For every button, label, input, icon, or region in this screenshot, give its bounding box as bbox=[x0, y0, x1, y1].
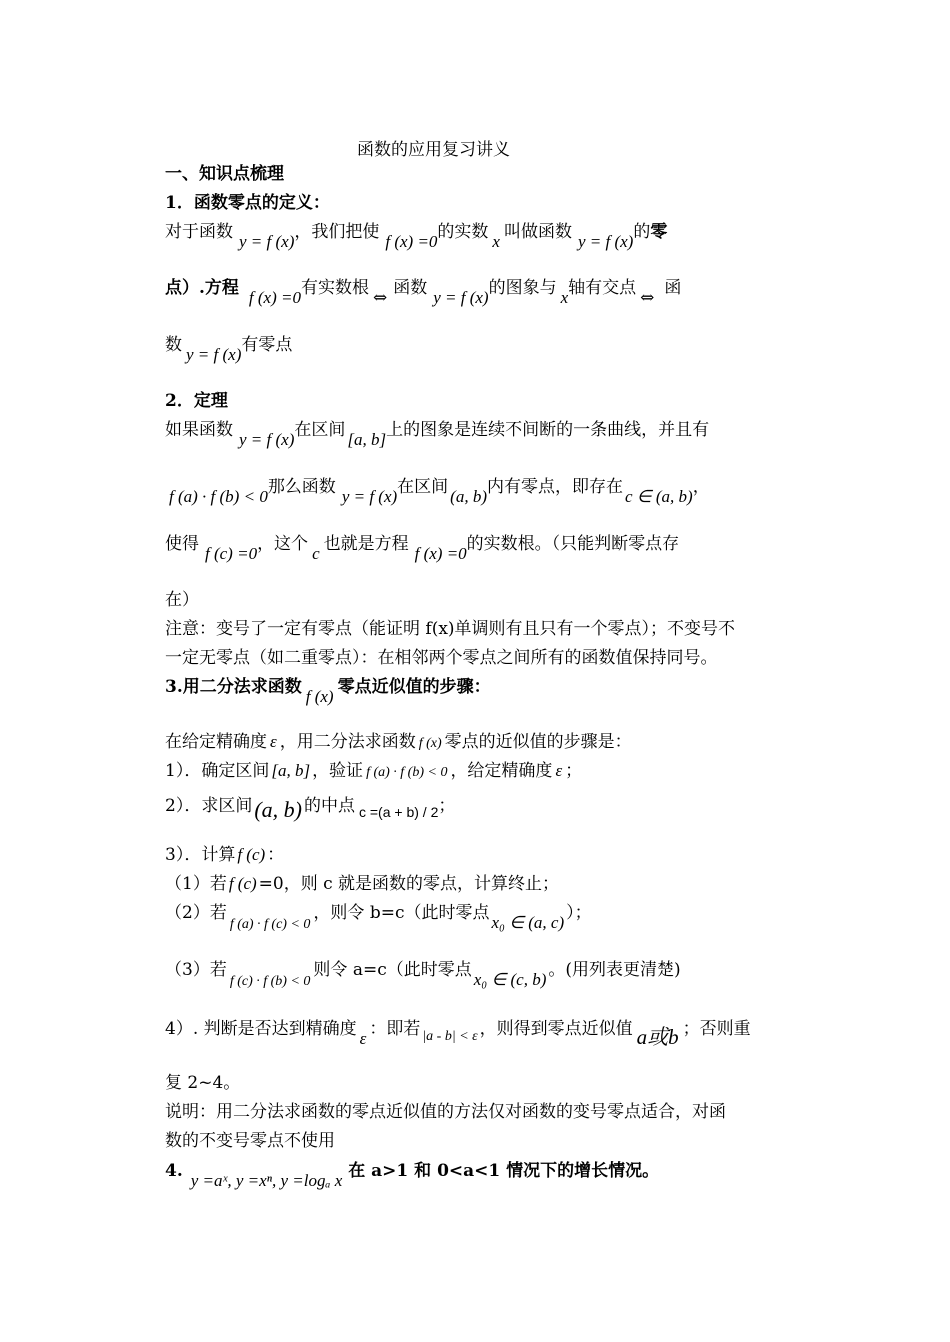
formula: x₀ ∈ (a, c) bbox=[491, 913, 565, 932]
text: ：即若 bbox=[369, 1019, 421, 1039]
text: 内有零点，即存在 bbox=[487, 477, 623, 497]
text: 在 a>1 和 0<a<1 情况下的增长情况。 bbox=[348, 1161, 660, 1181]
text: （3）若 bbox=[165, 960, 227, 980]
formula: y = f (x) bbox=[239, 232, 295, 251]
text: 的实数根。（只能判断零点存 bbox=[466, 534, 680, 554]
formula: y = f (x) bbox=[239, 430, 295, 449]
formula: f (c) bbox=[237, 845, 266, 864]
text: 零点近似值的步骤： bbox=[337, 677, 491, 697]
formula: f (c) · f (b) < 0 bbox=[229, 974, 311, 989]
section-heading-1: 一、知识点梳理 bbox=[165, 164, 284, 184]
remark-line-1: 说明：用二分法求函数的零点近似值的方法仅对函数的变号零点适合，对函 bbox=[165, 1102, 726, 1122]
text: 叫做函数 bbox=[503, 222, 572, 242]
text: 的 bbox=[633, 222, 651, 242]
text: ；否则重 bbox=[682, 1019, 751, 1039]
iff-symbol: ⇔ bbox=[372, 288, 388, 308]
formula: [a, b] bbox=[347, 430, 387, 449]
step-2 bbox=[165, 793, 456, 822]
formula: (a, b) bbox=[450, 487, 487, 506]
note-line-2: 一定无零点（如二重零点）：在相邻两个零点之间所有的函数值保持同号。 bbox=[165, 648, 718, 668]
iff-symbol: ⇔ bbox=[640, 288, 655, 308]
epsilon: ε bbox=[270, 732, 277, 751]
step-4-continued: 复 2~4。 bbox=[165, 1073, 241, 1093]
formula: f (x) =0 bbox=[248, 288, 301, 307]
formula: f (c) =0 bbox=[205, 544, 258, 563]
text: 有实数根 bbox=[300, 278, 369, 298]
text: 则令 a=c（此时零点 bbox=[313, 960, 472, 980]
case-1 bbox=[165, 873, 559, 895]
text: ， bbox=[692, 477, 710, 497]
text: ，则令 b=c（此时零点 bbox=[313, 903, 490, 923]
formula: f (x) bbox=[305, 687, 334, 706]
theorem-line-3 bbox=[165, 533, 680, 563]
definition-line-3 bbox=[165, 334, 293, 364]
text: 零 bbox=[650, 222, 668, 242]
document-title: 函数的应用复习讲义 bbox=[357, 140, 510, 160]
formula: c bbox=[312, 544, 320, 563]
text: 函数 bbox=[393, 278, 428, 298]
text: ； bbox=[565, 761, 583, 781]
remark-line-2: 数的不变号零点不使用 bbox=[165, 1131, 335, 1151]
formula: a或b bbox=[636, 1025, 679, 1049]
case-2 bbox=[165, 902, 592, 932]
formula: f (a) · f (b) < 0 bbox=[169, 487, 268, 506]
bisection-intro bbox=[165, 731, 632, 755]
heading-growth bbox=[165, 1160, 660, 1190]
text: ，则得到零点近似值 bbox=[479, 1019, 633, 1039]
text: 在给定精确度 bbox=[165, 732, 267, 752]
text: 使得 bbox=[165, 534, 199, 554]
text: ）； bbox=[566, 903, 592, 923]
text: ： bbox=[267, 845, 285, 865]
text: （2）若 bbox=[165, 903, 227, 923]
formula: |a - b| < ε bbox=[422, 1029, 478, 1044]
text: 零点的近似值的步骤是： bbox=[444, 732, 632, 752]
text: 在区间 bbox=[294, 420, 346, 440]
formula: y = f (x) bbox=[577, 232, 634, 251]
text: 点） bbox=[165, 278, 199, 298]
case-3 bbox=[165, 959, 681, 989]
text: 3.用二分法求函数 bbox=[165, 677, 302, 697]
definition-line-2 bbox=[165, 277, 682, 308]
formula: y = f (x) bbox=[186, 345, 242, 364]
definition-line-1 bbox=[165, 221, 668, 251]
text: 1）．确定区间 bbox=[165, 761, 270, 781]
formula: y = f (x) bbox=[433, 288, 489, 307]
text: 那么函数 bbox=[267, 477, 336, 497]
text: 2）．求区间 bbox=[165, 796, 253, 816]
text: 上的图象是连续不间断的一条曲线，并且有 bbox=[386, 420, 710, 440]
text: 数 bbox=[165, 335, 182, 355]
formula: y =aˣ, y =xⁿ, y =logₐ x bbox=[190, 1171, 343, 1190]
text: 3）．计算 bbox=[165, 845, 236, 865]
epsilon: ε bbox=[359, 1029, 367, 1048]
text: ，给定精确度 bbox=[450, 761, 553, 781]
theorem-line-4: 在） bbox=[165, 590, 199, 610]
heading-theorem: 2．定理 bbox=[165, 391, 228, 411]
formula: f (c) bbox=[228, 874, 257, 893]
text: 如果函数 bbox=[165, 420, 233, 440]
formula: f (a) · f (c) < 0 bbox=[229, 917, 311, 932]
heading-zero-definition: 1．函数零点的定义： bbox=[165, 193, 330, 213]
formula: [a, b] bbox=[271, 761, 311, 780]
text: ，用二分法求函数 bbox=[279, 732, 416, 752]
text: 的图象与 bbox=[488, 278, 557, 298]
text: 对于函数 bbox=[165, 222, 233, 242]
formula: x₀ ∈ (c, b) bbox=[473, 970, 547, 989]
epsilon: ε bbox=[555, 761, 563, 780]
note-line-1: 注意：变号了一定有零点（能证明 f(x)单调则有且只有一个零点）；不变号不 bbox=[165, 619, 736, 639]
formula: y = f (x) bbox=[341, 487, 398, 506]
formula: f (x) =0 bbox=[385, 232, 438, 251]
formula: x bbox=[492, 232, 500, 251]
text: 4）. 判断是否达到精确度 bbox=[165, 1019, 357, 1039]
formula: c ∈ (a, b) bbox=[625, 487, 693, 506]
step-1 bbox=[165, 760, 582, 784]
formula: f (x) =0 bbox=[414, 544, 467, 563]
text: ，验证 bbox=[312, 761, 364, 781]
step-4 bbox=[165, 1016, 751, 1049]
formula: f (x) bbox=[418, 736, 442, 751]
step-3 bbox=[165, 844, 284, 866]
theorem-line-1 bbox=[165, 419, 710, 449]
formula: f (a) · f (b) < 0 bbox=[366, 765, 448, 780]
theorem-line-2 bbox=[165, 476, 710, 506]
text: =0，则 c 就是函数的零点，计算终止； bbox=[258, 874, 560, 894]
text: 。(用列表更清楚) bbox=[548, 960, 681, 980]
text: 函 bbox=[664, 278, 682, 298]
text: ； bbox=[438, 796, 456, 816]
formula: x bbox=[560, 288, 569, 307]
text: ，这个 bbox=[257, 534, 309, 554]
text: 的中点 bbox=[303, 796, 355, 816]
text: 轴有交点 bbox=[568, 278, 637, 298]
text: 也就是方程 bbox=[323, 534, 409, 554]
text: 在区间 bbox=[397, 477, 449, 497]
text: 4. bbox=[165, 1161, 183, 1181]
text: 有零点 bbox=[241, 335, 293, 355]
text: 的实数 bbox=[437, 222, 489, 242]
text: .方程 bbox=[199, 278, 239, 298]
heading-bisection bbox=[165, 676, 491, 706]
formula: (a, b) bbox=[254, 797, 302, 822]
text: ，我们把使 bbox=[294, 222, 380, 242]
formula: c =(a + b) / 2 bbox=[358, 804, 439, 820]
text: （1）若 bbox=[165, 874, 227, 894]
